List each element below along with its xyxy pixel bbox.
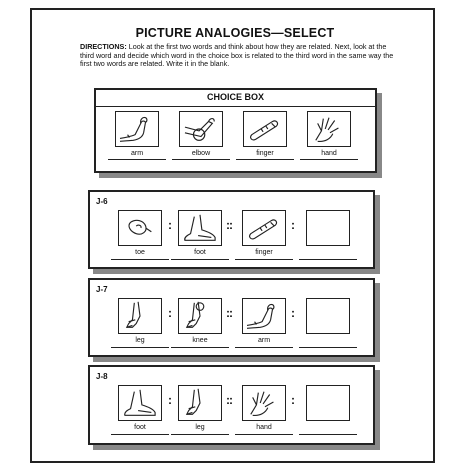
problem-underline (171, 434, 229, 435)
foot-icon (178, 210, 222, 246)
choice-underline (236, 159, 294, 160)
ratio-separator: : (168, 393, 172, 407)
analogy-separator: :: (226, 393, 232, 407)
problem-underline (111, 347, 169, 348)
hand-icon (242, 385, 286, 421)
problem-underline (171, 347, 229, 348)
arm-icon (115, 111, 159, 147)
choice-underline (108, 159, 166, 160)
choice-box-title: CHOICE BOX (206, 92, 264, 102)
analogy-panel-j7 (88, 278, 375, 357)
analogy-separator: :: (226, 218, 232, 232)
problem-word: leg (135, 337, 145, 344)
choice-underline (172, 159, 230, 160)
problem-word: knee (192, 337, 208, 344)
finger-icon (243, 111, 287, 147)
problem-word: arm (257, 337, 271, 344)
ratio-separator: : (291, 393, 295, 407)
leg-icon (178, 385, 222, 421)
choice-underline (300, 159, 358, 160)
directions-label: DIRECTIONS: (80, 42, 127, 51)
problem-underline (171, 259, 229, 260)
choice-box-divider (96, 106, 375, 107)
analogy-separator: :: (226, 306, 232, 320)
analogy-panel-j8 (88, 365, 375, 445)
problem-underline (235, 259, 293, 260)
directions-text: Look at the first two words and think about how they are related. Next, look at the third word and decide which word in the choice box is related to the third word in the same way the first two words are related. Write it in the blank. (80, 42, 394, 69)
choice-word: elbow (191, 150, 211, 157)
finger-icon (242, 210, 286, 246)
ratio-separator: : (291, 306, 295, 320)
choice-word: finger (256, 150, 274, 157)
problem-word: finger (255, 249, 273, 256)
answer-picture-box[interactable] (306, 385, 350, 421)
problem-label: J-7 (96, 285, 108, 294)
choice-word: hand (321, 150, 337, 157)
toe-icon (118, 210, 162, 246)
problem-underline (111, 434, 169, 435)
ratio-separator: : (291, 218, 295, 232)
answer-picture-box[interactable] (306, 210, 350, 246)
problem-underline (235, 347, 293, 348)
problem-word: hand (256, 424, 272, 431)
choice-word: arm (130, 150, 144, 157)
analogy-panel-j6 (88, 190, 375, 269)
answer-blank[interactable] (299, 434, 357, 435)
elbow-icon (179, 111, 223, 147)
hand-icon (307, 111, 351, 147)
problem-underline (111, 259, 169, 260)
problem-word: leg (195, 424, 205, 431)
leg-icon (118, 298, 162, 334)
problem-label: J-8 (96, 372, 108, 381)
problem-word: foot (194, 249, 206, 256)
answer-picture-box[interactable] (306, 298, 350, 334)
problem-word: toe (135, 249, 145, 256)
problem-underline (235, 434, 293, 435)
problem-word: foot (134, 424, 146, 431)
directions (80, 43, 400, 69)
choice-box (94, 88, 377, 173)
ratio-separator: : (168, 218, 172, 232)
answer-blank[interactable] (299, 347, 357, 348)
page-title: PICTURE ANALOGIES—SELECT (135, 26, 335, 40)
knee-icon (178, 298, 222, 334)
foot-icon (118, 385, 162, 421)
problem-label: J-6 (96, 197, 108, 206)
answer-blank[interactable] (299, 259, 357, 260)
ratio-separator: : (168, 306, 172, 320)
arm-icon (242, 298, 286, 334)
